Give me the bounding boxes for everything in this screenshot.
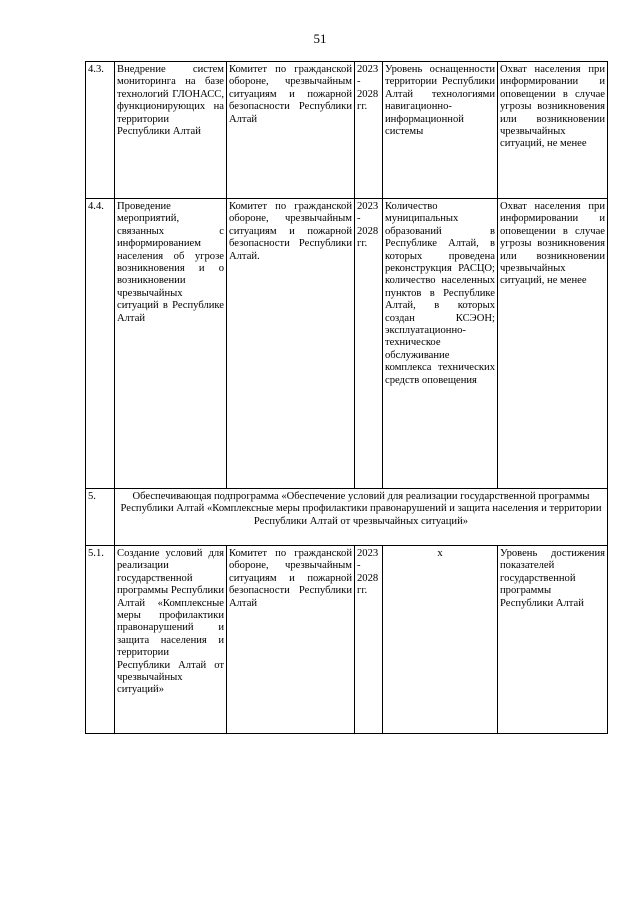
page-number: 51 [313,31,327,46]
indicator-cell: Уровень оснащенности территории Республики Алтай технологиями навигационно-информационной системы [383,62,498,199]
row-number: 4.4. [86,199,115,489]
table-row-4-4 [86,199,608,489]
executor-cell: Комитет по гражданской обороне, чрезвычайным ситуациям и пожарной безопасности Республики Алтай. [227,199,355,489]
row-number: 5. [86,489,115,546]
indicator-cell: Количество муниципальных образований в Республике Алтай, в которых проведена реконструкция РАСЦО; количество населенных пунктов в Республике Алтай, в которых создан КСЭОН; эксплуатационно-техническое обслуживание комплекса технических средств оповещения [383,199,498,489]
activity-cell: Внедрение систем мониторинга на базе технологий ГЛОНАСС, функционирующих на территории Республики Алтай [115,62,227,199]
table-row-5-1 [86,546,608,734]
executor-cell: Комитет по гражданской обороне, чрезвычайным ситуациям и пожарной безопасности Республики Алтай [227,62,355,199]
coverage-indicator-cell: Охват населения при информировании и оповещении в случае угрозы возникновения или возникновении чрезвычайных ситуаций, не менее [498,62,608,199]
subprogram-title: Обеспечивающая подпрограмма «Обеспечение условий для реализации государственной программы Республики Алтай «Комплексные меры профилактики правонарушений и защита населения и территории Республики Алтай от чрезвычайных ситуаций» [115,489,608,546]
row-number: 5.1. [86,546,115,734]
activity-cell: Создание условий для реализации государственной программы Республики Алтай «Комплексные меры профилактики правонарушений и защита населения и территории Республики Алтай от чрезвычайных ситуаций» [115,546,227,734]
term-cell: 2023 - 2028 гг. [355,546,383,734]
term-cell: 2023 - 2028 гг. [355,62,383,199]
indicator-cell: х [383,546,498,734]
activity-cell: Проведение мероприятий, связанных с информированием населения об угрозе возникновения и о возникновении чрезвычайных ситуаций в Республике Алтай [115,199,227,489]
result-indicator-cell: Уровень достижения показателей государственной программы Республики Алтай [498,546,608,734]
coverage-indicator-cell: Охват населения при информировании и оповещении в случае угрозы возникновения или возникновении чрезвычайных ситуаций, не менее [498,199,608,489]
term-cell: 2023 - 2028 гг. [355,199,383,489]
subprogram-row-5 [86,489,608,546]
program-table [85,61,608,734]
table-row-4-3 [86,62,608,199]
executor-cell: Комитет по гражданской обороне, чрезвычайным ситуациям и пожарной безопасности Республики Алтай [227,546,355,734]
row-number: 4.3. [86,62,115,199]
